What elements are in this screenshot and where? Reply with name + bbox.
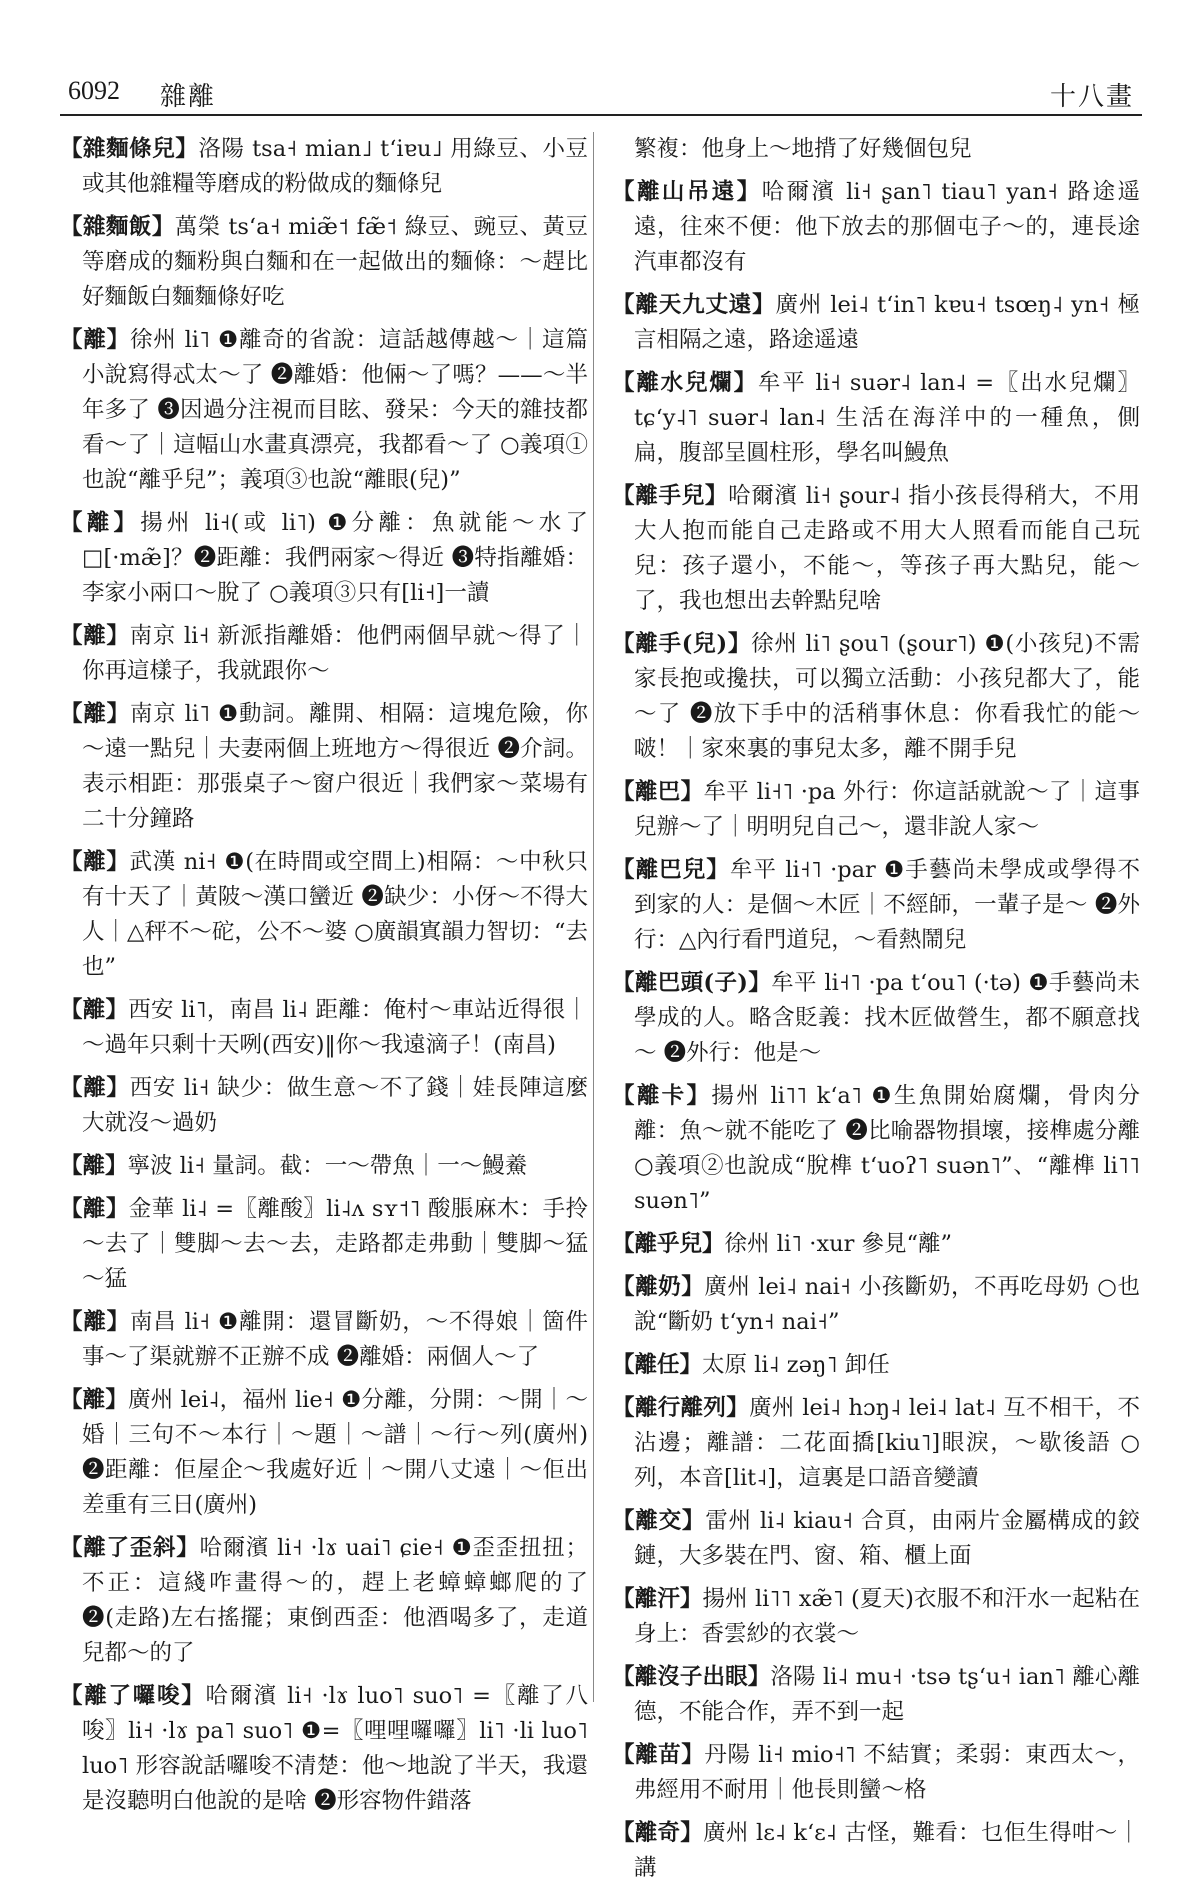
dictionary-entry	[60, 210, 588, 315]
dictionary-entry	[612, 1816, 1140, 1886]
entry-headword: 【離沒子出眼】	[612, 1664, 771, 1690]
entry-headword: 【離】	[60, 1309, 130, 1335]
entry-headword: 【雜麵飯】	[60, 214, 175, 240]
entry-headword: 【離】	[60, 1075, 130, 1101]
entry-headword: 【離奶】	[612, 1274, 705, 1300]
entry-headword: 【離】	[60, 327, 130, 353]
dictionary-entry	[612, 1582, 1140, 1652]
entry-headword: 【離行離列】	[612, 1395, 750, 1421]
entry-definition: 南京 li˧ 新派指離婚：他們兩個早就～得了｜你再這樣子，我就跟你～	[82, 623, 588, 684]
entry-definition: 哈爾濱 li˧ ·lɤ uai˥ ɕie˧ ❶歪歪扭扭；不正：這綫咋畫得～的，趕上老蟑蟑螂爬的了 ❷(走路)左右搖擺；東倒西歪：他酒喝多了，走道兒都～的了	[82, 1535, 588, 1666]
entry-definition: 哈爾濱 li˧ ʂan˥ tiau˥ yan˧ 路途遥遠，往來不便：他下放去的那個屯子～的，連長途汽車都沒有	[634, 179, 1140, 275]
dictionary-entry	[60, 1149, 588, 1184]
entry-definition: 廣州 lei˨ hɔŋ˨ lei˨ lat˨ 互不相干，不沾邊；離譜：二花面撟[kiu˥]眼淚，～歇後語 ○列，本音[lit˨]，這裏是口語音變讀	[634, 1395, 1140, 1491]
entry-definition: 哈爾濱 li˧ ·lɤ luo˥ suo˥ =〖離了八唆〗li˧ ·lɤ pa˥ suo˥ ❶=〖哩哩囉囉〗li˥ ·li luo˥ luo˥ 形容說話囉唆不清楚：他～地說了半天，我還是沒聽明白他說的是啥 ❷形容物件錯落	[82, 1683, 588, 1814]
dictionary-entry	[60, 132, 588, 202]
dictionary-entry	[60, 993, 588, 1063]
entry-definition: 西安 li˧ 缺少：做生意～不了錢｜娃長陣這麼大就沒～過奶	[82, 1075, 588, 1136]
entry-definition: 太原 li˨ zəŋ˥ 卸任	[702, 1352, 890, 1378]
dictionary-entry	[612, 132, 1140, 167]
entry-headword: 【離天九丈遠】	[612, 292, 776, 318]
entry-definition: 繁複：他身上～地揹了好幾個包兒	[634, 136, 972, 162]
dictionary-entry	[60, 1531, 588, 1671]
dictionary-entry	[612, 1227, 1140, 1262]
entry-headword: 【離】	[60, 701, 130, 727]
entry-headword: 【雜麵條兒】	[60, 136, 199, 162]
dictionary-entry	[612, 1270, 1140, 1340]
entry-definition: 武漢 ni˧ ❶(在時間或空間上)相隔：～中秋只有十天了｜黃陂～漢口蠻近 ❷缺少：小伢～不得大人｜△秤不～砣，公不～婆 ○廣韻寘韻力智切：“去也”	[82, 849, 588, 980]
dictionary-entry	[60, 697, 588, 837]
dictionary-entry	[60, 1305, 588, 1375]
right-column	[612, 132, 1141, 1881]
entry-headword: 【離交】	[612, 1508, 706, 1534]
entry-headword: 【離山吊遠】	[612, 179, 762, 205]
entry-headword: 【離苗】	[612, 1742, 705, 1768]
entry-definition: 揚州 li˥˥ kʻa˥ ❶生魚開始腐爛，骨肉分離：魚～就不能吃了 ❷比喻器物損壞，接榫處分離 ○義項②也說成“脫榫 tʻuoʔ˥ suən˥”、“離榫 li˥˥ suən˥”	[634, 1083, 1140, 1214]
dictionary-entry	[612, 1738, 1140, 1808]
dictionary-entry	[60, 619, 588, 689]
entry-definition: 西安 li˥，南昌 li˨ 距離：俺村～車站近得很｜～過年只剩十天咧(西安)‖你～我遠滴子！(南昌)	[82, 997, 588, 1058]
dictionary-entry	[60, 1071, 588, 1141]
dictionary-entry	[612, 853, 1140, 958]
dictionary-entry	[60, 1383, 588, 1523]
entry-definition: 金華 li˨ =〖離酸〗li˨ʌ sʏ˦˥ 酸脹麻木：手拎～去了｜雙脚～去～去，走路都走弗動｜雙脚～猛～猛	[82, 1196, 588, 1292]
entry-headword: 【離巴頭(子)】	[612, 970, 772, 996]
entry-definition: 廣州 lɛ˨ kʻɛ˨ 古怪，難看：乜佢生得咁～｜講	[634, 1820, 1140, 1881]
dictionary-entry	[612, 1504, 1140, 1574]
entry-headword: 【離了囉唆】	[60, 1683, 206, 1709]
entry-definition: 徐州 li˥ ʂou˥ (ʂour˥) ❶(小孩兒)不需家長抱或攙扶，可以獨立活動：小孩兒都大了，能～了 ❷放下手中的活稍事休息：你看我忙的能～啵！｜家來裏的事兒太多，離不開手兒	[634, 631, 1141, 762]
entry-definition: 牟平 li˧˥ ·par ❶手藝尚未學成或學得不到家的人：是個～木匠｜不經師，一輩子是～ ❷外行：△內行看門道兒，～看熱鬧兒	[634, 857, 1140, 953]
entry-headword: 【離任】	[612, 1352, 703, 1378]
dictionary-entry	[612, 1348, 1140, 1383]
dictionary-entry	[60, 323, 588, 498]
entry-definition: 廣州 lei˨ tʻin˥ kɐu˧ tsœŋ˨ yn˧ 極言相隔之遠，路途遥遠	[634, 292, 1140, 353]
entry-definition: 南京 li˥ ❶動詞。離開、相隔：這塊危險，你～遠一點兒｜夫妻兩個上班地方～得很近 ❷介詞。表示相距：那張桌子～窗户很近｜我們家～菜場有二十分鐘路	[82, 701, 588, 832]
entry-definition: 寧波 li˧ 量詞。截：一～帶魚｜一～鰻鯗	[127, 1153, 528, 1179]
entry-headword: 【離巴】	[612, 779, 704, 805]
entry-definition: 牟平 li˧˥ ·pa 外行：你這話就說～了｜這事兒辦～了｜明明兒自己～，還非說人家～	[634, 779, 1140, 840]
entry-definition: 萬榮 tsʻa˧ miæ̃˦ fæ̃˦ 綠豆、豌豆、黃豆等磨成的麵粉與白麵和在一起做出的麵條：～趕比好麵飯白麵麵條好吃	[82, 214, 588, 310]
dictionary-entry	[612, 175, 1140, 280]
page-header	[60, 70, 1142, 116]
entry-headword: 【離汗】	[612, 1586, 703, 1612]
column-divider	[593, 132, 594, 1702]
entry-definition: 廣州 lei˨ nai˧ 小孩斷奶，不再吃母奶 ○也說“斷奶 tʻyn˧ nai˧”	[634, 1274, 1140, 1335]
entry-definition: 洛陽 li˨ mu˧ ·tsə tʂʻu˧ ian˥ 離心離德，不能合作，弄不到一起	[634, 1664, 1140, 1725]
entry-definition: 牟平 li˧ suər˨ lan˨ =〖出水兒爛〗tɕʻy˨˥ suər˨ lan˨ 生活在海洋中的一種魚，側扁，腹部呈圓柱形，學名叫鰻魚	[634, 370, 1140, 466]
dictionary-entry	[60, 845, 588, 985]
running-head-title: 雜離	[160, 82, 217, 112]
dictionary-entry	[612, 1391, 1140, 1496]
entry-headword: 【離】	[60, 849, 130, 875]
dictionary-entry	[612, 366, 1140, 471]
entry-headword: 【離】	[60, 510, 141, 536]
entry-definition: 南昌 li˧ ❶離開：還冒斷奶，～不得娘｜箇件事～了渠就辦不正辦不成 ❷離婚：兩個人～了	[82, 1309, 588, 1370]
entry-definition: 徐州 li˥ ❶離奇的省說：這話越傳越～｜這篇小說寫得忒太～了 ❷離婚：他倆～了嗎？——～半年多了 ❸因過分注視而目眩、發呆：今天的雜技都看～了｜這幅山水畫真漂亮，我都看～了 ○義項①也說“離乎兒”；義項③也說“離眼(兒)”	[82, 327, 588, 493]
entry-headword: 【離】	[60, 623, 130, 649]
entry-headword: 【離手兒】	[612, 483, 729, 509]
entry-definition: 揚州 li˥˥ xæ̃˥ (夏天)衣服不和汗水一起粘在身上：香雲紗的衣裳～	[634, 1586, 1140, 1647]
entry-definition: 徐州 li˥ ·xur 參見“離”	[724, 1231, 953, 1257]
entry-headword: 【離卡】	[612, 1083, 712, 1109]
entry-definition: 雷州 li˨ kiau˧ 合頁，由兩片金屬構成的鉸鏈，大多裝在門、窗、箱、櫃上面	[634, 1508, 1140, 1569]
page-number: 6092	[68, 76, 120, 105]
entry-definition: 牟平 li˧˥ ·pa tʻou˥ (·tə) ❶手藝尚未學成的人。略含貶義：找木匠做營生，都不願意找～ ❷外行：他是～	[634, 970, 1140, 1066]
dictionary-entry	[60, 1679, 588, 1819]
entry-definition: 揚州 li˧(或 li˥) ❶分離：魚就能～水了□[·mæ̃]？❷距離：我們兩家～得近 ❸特指離婚：李家小兩口～脫了 ○義項③只有[li˧]一讀	[82, 510, 588, 606]
dictionary-entry	[60, 1192, 588, 1297]
entry-headword: 【離】	[60, 997, 129, 1023]
dictionary-entry	[612, 1660, 1140, 1730]
entry-headword: 【離手(兒)】	[612, 631, 752, 657]
entry-definition: 洛陽 tsa˧ mian˩ tʻiɐu˩ 用綠豆、小豆或其他雜糧等磨成的粉做成的麵條兒	[82, 136, 588, 197]
dictionary-entry	[612, 1079, 1140, 1219]
entry-headword: 【離】	[60, 1153, 128, 1179]
entry-headword: 【離了歪斜】	[60, 1535, 200, 1561]
dictionary-entry	[612, 627, 1140, 767]
dictionary-entry	[612, 288, 1140, 358]
entry-headword: 【離水兒爛】	[612, 370, 758, 396]
entry-definition: 哈爾濱 li˧ ʂour˨ 指小孩長得稍大，不用大人抱而能自己走路或不用大人照看而能自己玩兒：孩子還小，不能～，等孩子再大點兒，能～了，我也想出去幹點兒啥	[634, 483, 1140, 614]
entry-headword: 【離奇】	[612, 1820, 704, 1846]
entry-headword: 【離】	[60, 1196, 129, 1222]
dictionary-entry	[60, 506, 588, 611]
entry-headword: 【離巴兒】	[612, 857, 730, 883]
entry-headword: 【離】	[60, 1387, 129, 1413]
entry-definition: 廣州 lei˨，福州 lie˧ ❶分離，分開：～開｜～婚｜三句不～本行｜～題｜～譜｜～行～列(廣州) ❷距離：佢屋企～我處好近｜～開八丈遠｜～佢出差重有三日(廣州)	[82, 1387, 588, 1518]
dictionary-entry	[612, 775, 1140, 845]
entry-headword: 【離乎兒】	[612, 1231, 725, 1257]
entry-definition: 丹陽 li˧ mio˧˥ 不結實；柔弱：東西太～，弗經用不耐用｜他長則蠻～格	[634, 1742, 1140, 1803]
left-column	[60, 132, 588, 1814]
stroke-count-label: 十八畫	[1049, 82, 1134, 112]
dictionary-entry	[612, 966, 1140, 1071]
dictionary-entry	[612, 479, 1140, 619]
